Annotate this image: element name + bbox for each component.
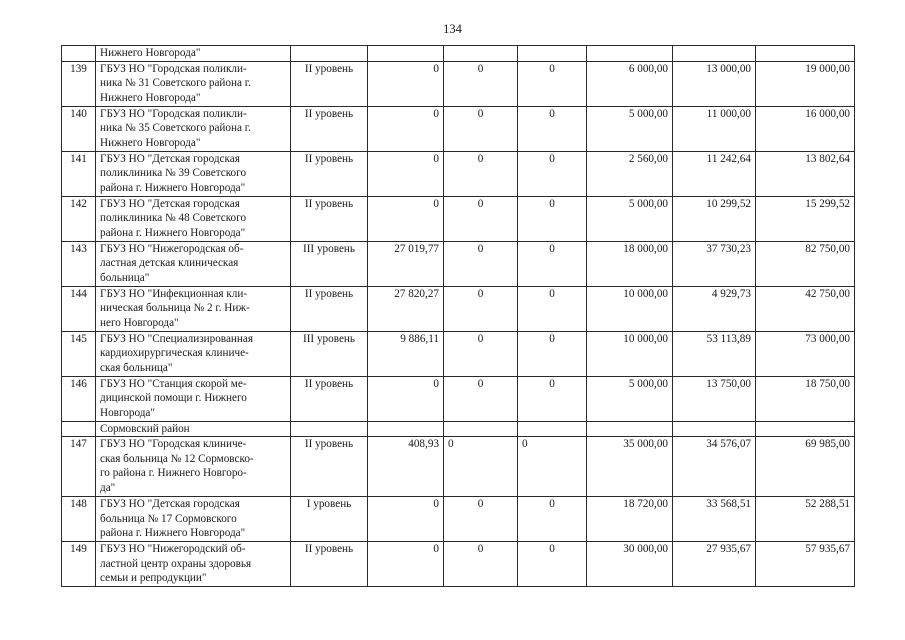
value-cell-6: 18 750,00: [756, 376, 855, 421]
level-cell: II уровень: [291, 286, 368, 331]
institution-name-cell: ГБУЗ НО "Городская поликли- ника № 31 Советского района г. Нижнего Новгорода": [96, 61, 291, 106]
value-cell-3: 0: [518, 376, 587, 421]
level-cell: II уровень: [291, 106, 368, 151]
level-cell: II уровень: [291, 61, 368, 106]
value-cell-2: 0: [444, 437, 518, 497]
value-cell-5: 33 568,51: [673, 497, 756, 542]
institution-name-cell: ГБУЗ НО "Городская клиниче- ская больница № 12 Сормовско- го района г. Нижнего Новгоро- да": [96, 437, 291, 497]
section-header-cell: Сормовский район: [96, 421, 291, 437]
empty-cell: [444, 421, 518, 437]
institution-name-cell: ГБУЗ НО "Городская поликли- ника № 35 Советского района г. Нижнего Новгорода": [96, 106, 291, 151]
value-cell-4: 5 000,00: [587, 106, 673, 151]
institution-name-cell: ГБУЗ НО "Нижегородская об- ластная детская клиническая больница": [96, 241, 291, 286]
row-number-cell: 148: [62, 497, 96, 542]
empty-cell: [587, 421, 673, 437]
level-cell: II уровень: [291, 151, 368, 196]
row-number-cell: 141: [62, 151, 96, 196]
value-cell-3: 0: [518, 61, 587, 106]
table-row: [62, 286, 855, 331]
table-row: [62, 437, 855, 497]
value-cell: [518, 46, 587, 62]
value-cell-1: 9 886,11: [368, 331, 444, 376]
table-row-continuation: [62, 46, 855, 62]
value-cell-5: 27 935,67: [673, 542, 756, 587]
value-cell-3: 0: [518, 497, 587, 542]
value-cell-3: 0: [518, 106, 587, 151]
table-row: [62, 497, 855, 542]
value-cell-2: 0: [444, 331, 518, 376]
value-cell-4: 10 000,00: [587, 286, 673, 331]
value-cell-2: 0: [444, 151, 518, 196]
table-row: [62, 61, 855, 106]
institution-name-cell: Нижнего Новгорода": [96, 46, 291, 62]
value-cell-3: 0: [518, 286, 587, 331]
institution-name-cell: ГБУЗ НО "Детская городская поликлиника № 48 Советского района г. Нижнего Новгорода": [96, 196, 291, 241]
level-cell: [291, 46, 368, 62]
row-number-cell: 145: [62, 331, 96, 376]
value-cell-4: 5 000,00: [587, 196, 673, 241]
value-cell-3: 0: [518, 331, 587, 376]
value-cell-1: 0: [368, 542, 444, 587]
table-row: [62, 542, 855, 587]
table-row: [62, 106, 855, 151]
value-cell-2: 0: [444, 542, 518, 587]
value-cell-1: 0: [368, 61, 444, 106]
value-cell-2: 0: [444, 61, 518, 106]
institution-name-cell: ГБУЗ НО "Станция скорой ме- дицинской помощи г. Нижнего Новгорода": [96, 376, 291, 421]
value-cell-5: 13 750,00: [673, 376, 756, 421]
empty-cell: [291, 421, 368, 437]
value-cell-1: 27 820,27: [368, 286, 444, 331]
value-cell-3: 0: [518, 241, 587, 286]
row-number-cell: 146: [62, 376, 96, 421]
institution-name-cell: ГБУЗ НО "Нижегородский об- ластной центр охраны здоровья семьи и репродукции": [96, 542, 291, 587]
funding-table: [61, 45, 855, 587]
value-cell-6: 15 299,52: [756, 196, 855, 241]
level-cell: II уровень: [291, 542, 368, 587]
value-cell-6: 73 000,00: [756, 331, 855, 376]
value-cell-5: 37 730,23: [673, 241, 756, 286]
value-cell-5: 13 000,00: [673, 61, 756, 106]
institution-name-cell: ГБУЗ НО "Детская городская поликлиника № 39 Советского района г. Нижнего Новгорода": [96, 151, 291, 196]
value-cell-2: 0: [444, 196, 518, 241]
value-cell-6: 16 000,00: [756, 106, 855, 151]
institution-name-cell: ГБУЗ НО "Специализированная кардиохирургическая клиниче- ская больница": [96, 331, 291, 376]
value-cell-4: 6 000,00: [587, 61, 673, 106]
value-cell-1: 0: [368, 106, 444, 151]
value-cell-3: 0: [518, 151, 587, 196]
empty-cell: [368, 421, 444, 437]
value-cell-4: 18 720,00: [587, 497, 673, 542]
value-cell-5: 34 576,07: [673, 437, 756, 497]
table-body: [62, 46, 855, 587]
page-number: 134: [443, 22, 462, 36]
value-cell-6: 42 750,00: [756, 286, 855, 331]
empty-cell: [756, 421, 855, 437]
institution-name-cell: ГБУЗ НО "Инфекционная кли- ническая больница № 2 г. Ниж- него Новгорода": [96, 286, 291, 331]
table-row: [62, 331, 855, 376]
value-cell-1: 408,93: [368, 437, 444, 497]
empty-cell: [673, 421, 756, 437]
level-cell: III уровень: [291, 331, 368, 376]
level-cell: I уровень: [291, 497, 368, 542]
table-row: [62, 376, 855, 421]
value-cell-6: 13 802,64: [756, 151, 855, 196]
value-cell-6: 82 750,00: [756, 241, 855, 286]
value-cell: [673, 46, 756, 62]
value-cell-1: 27 019,77: [368, 241, 444, 286]
institution-name-cell: ГБУЗ НО "Детская городская больница № 17 Сормовского района г. Нижнего Новгорода": [96, 497, 291, 542]
row-number-cell: 142: [62, 196, 96, 241]
value-cell-3: 0: [518, 542, 587, 587]
value-cell-1: 0: [368, 151, 444, 196]
value-cell-5: 4 929,73: [673, 286, 756, 331]
value-cell-5: 10 299,52: [673, 196, 756, 241]
row-number-cell: 140: [62, 106, 96, 151]
value-cell-1: 0: [368, 196, 444, 241]
value-cell: [587, 46, 673, 62]
row-number-cell: 144: [62, 286, 96, 331]
value-cell-6: 52 288,51: [756, 497, 855, 542]
level-cell: II уровень: [291, 437, 368, 497]
section-row: [62, 421, 855, 437]
value-cell-2: 0: [444, 286, 518, 331]
level-cell: III уровень: [291, 241, 368, 286]
row-number-cell: [62, 421, 96, 437]
value-cell-3: 0: [518, 437, 587, 497]
value-cell-1: 0: [368, 376, 444, 421]
table-row: [62, 196, 855, 241]
empty-cell: [518, 421, 587, 437]
value-cell-5: 11 000,00: [673, 106, 756, 151]
value-cell-3: 0: [518, 196, 587, 241]
value-cell-4: 18 000,00: [587, 241, 673, 286]
value-cell-2: 0: [444, 376, 518, 421]
value-cell-6: 19 000,00: [756, 61, 855, 106]
value-cell-5: 11 242,64: [673, 151, 756, 196]
value-cell-6: 69 985,00: [756, 437, 855, 497]
row-number-cell: 149: [62, 542, 96, 587]
level-cell: II уровень: [291, 376, 368, 421]
row-number-cell: 139: [62, 61, 96, 106]
value-cell-2: 0: [444, 241, 518, 286]
value-cell-2: 0: [444, 106, 518, 151]
table-row: [62, 151, 855, 196]
value-cell-4: 30 000,00: [587, 542, 673, 587]
value-cell-5: 53 113,89: [673, 331, 756, 376]
value-cell: [756, 46, 855, 62]
value-cell-4: 2 560,00: [587, 151, 673, 196]
row-number-cell: [62, 46, 96, 62]
table-row: [62, 241, 855, 286]
value-cell: [368, 46, 444, 62]
value-cell: [444, 46, 518, 62]
value-cell-2: 0: [444, 497, 518, 542]
value-cell-4: 5 000,00: [587, 376, 673, 421]
value-cell-4: 10 000,00: [587, 331, 673, 376]
value-cell-4: 35 000,00: [587, 437, 673, 497]
value-cell-6: 57 935,67: [756, 542, 855, 587]
row-number-cell: 143: [62, 241, 96, 286]
row-number-cell: 147: [62, 437, 96, 497]
level-cell: II уровень: [291, 196, 368, 241]
value-cell-1: 0: [368, 497, 444, 542]
